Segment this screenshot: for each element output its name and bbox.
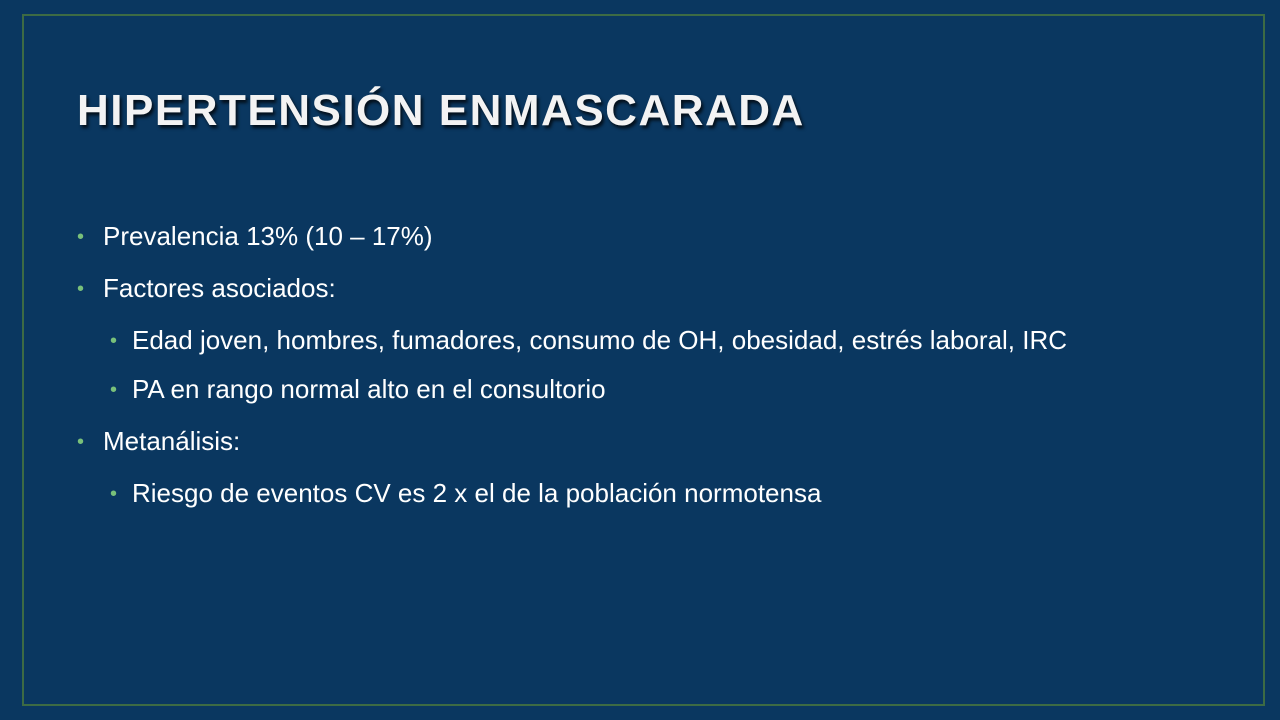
bullet-text: PA en rango normal alto en el consultorio	[132, 374, 606, 404]
sub-bullet-item-pa	[77, 373, 1157, 405]
bullet-text: Prevalencia 13% (10 – 17%)	[103, 221, 433, 251]
bullet-text: Factores asociados:	[103, 273, 336, 303]
bullet-dot-icon: •	[110, 379, 118, 401]
bullet-item-factores	[77, 272, 1157, 304]
sub-bullet-item-edad	[77, 324, 1157, 356]
slide-title: HIPERTENSIÓN ENMASCARADA	[77, 86, 805, 135]
bullet-text: Metanálisis:	[103, 426, 241, 456]
sub-bullet-item-riesgo	[77, 477, 1157, 509]
bullet-dot-icon: •	[77, 278, 85, 300]
bullet-dot-icon: •	[77, 226, 85, 248]
bullet-text: Riesgo de eventos CV es 2 x el de la población normotensa	[132, 478, 822, 508]
bullet-dot-icon: •	[110, 330, 118, 352]
bullet-dot-icon: •	[110, 483, 118, 505]
bullet-item-metanalisis	[77, 425, 1157, 457]
bullet-dot-icon: •	[77, 431, 85, 453]
bullet-item-prevalencia	[77, 220, 1157, 252]
bullet-text: Edad joven, hombres, fumadores, consumo de OH, obesidad, estrés laboral, IRC	[132, 325, 1068, 355]
slide-body	[77, 220, 1157, 509]
